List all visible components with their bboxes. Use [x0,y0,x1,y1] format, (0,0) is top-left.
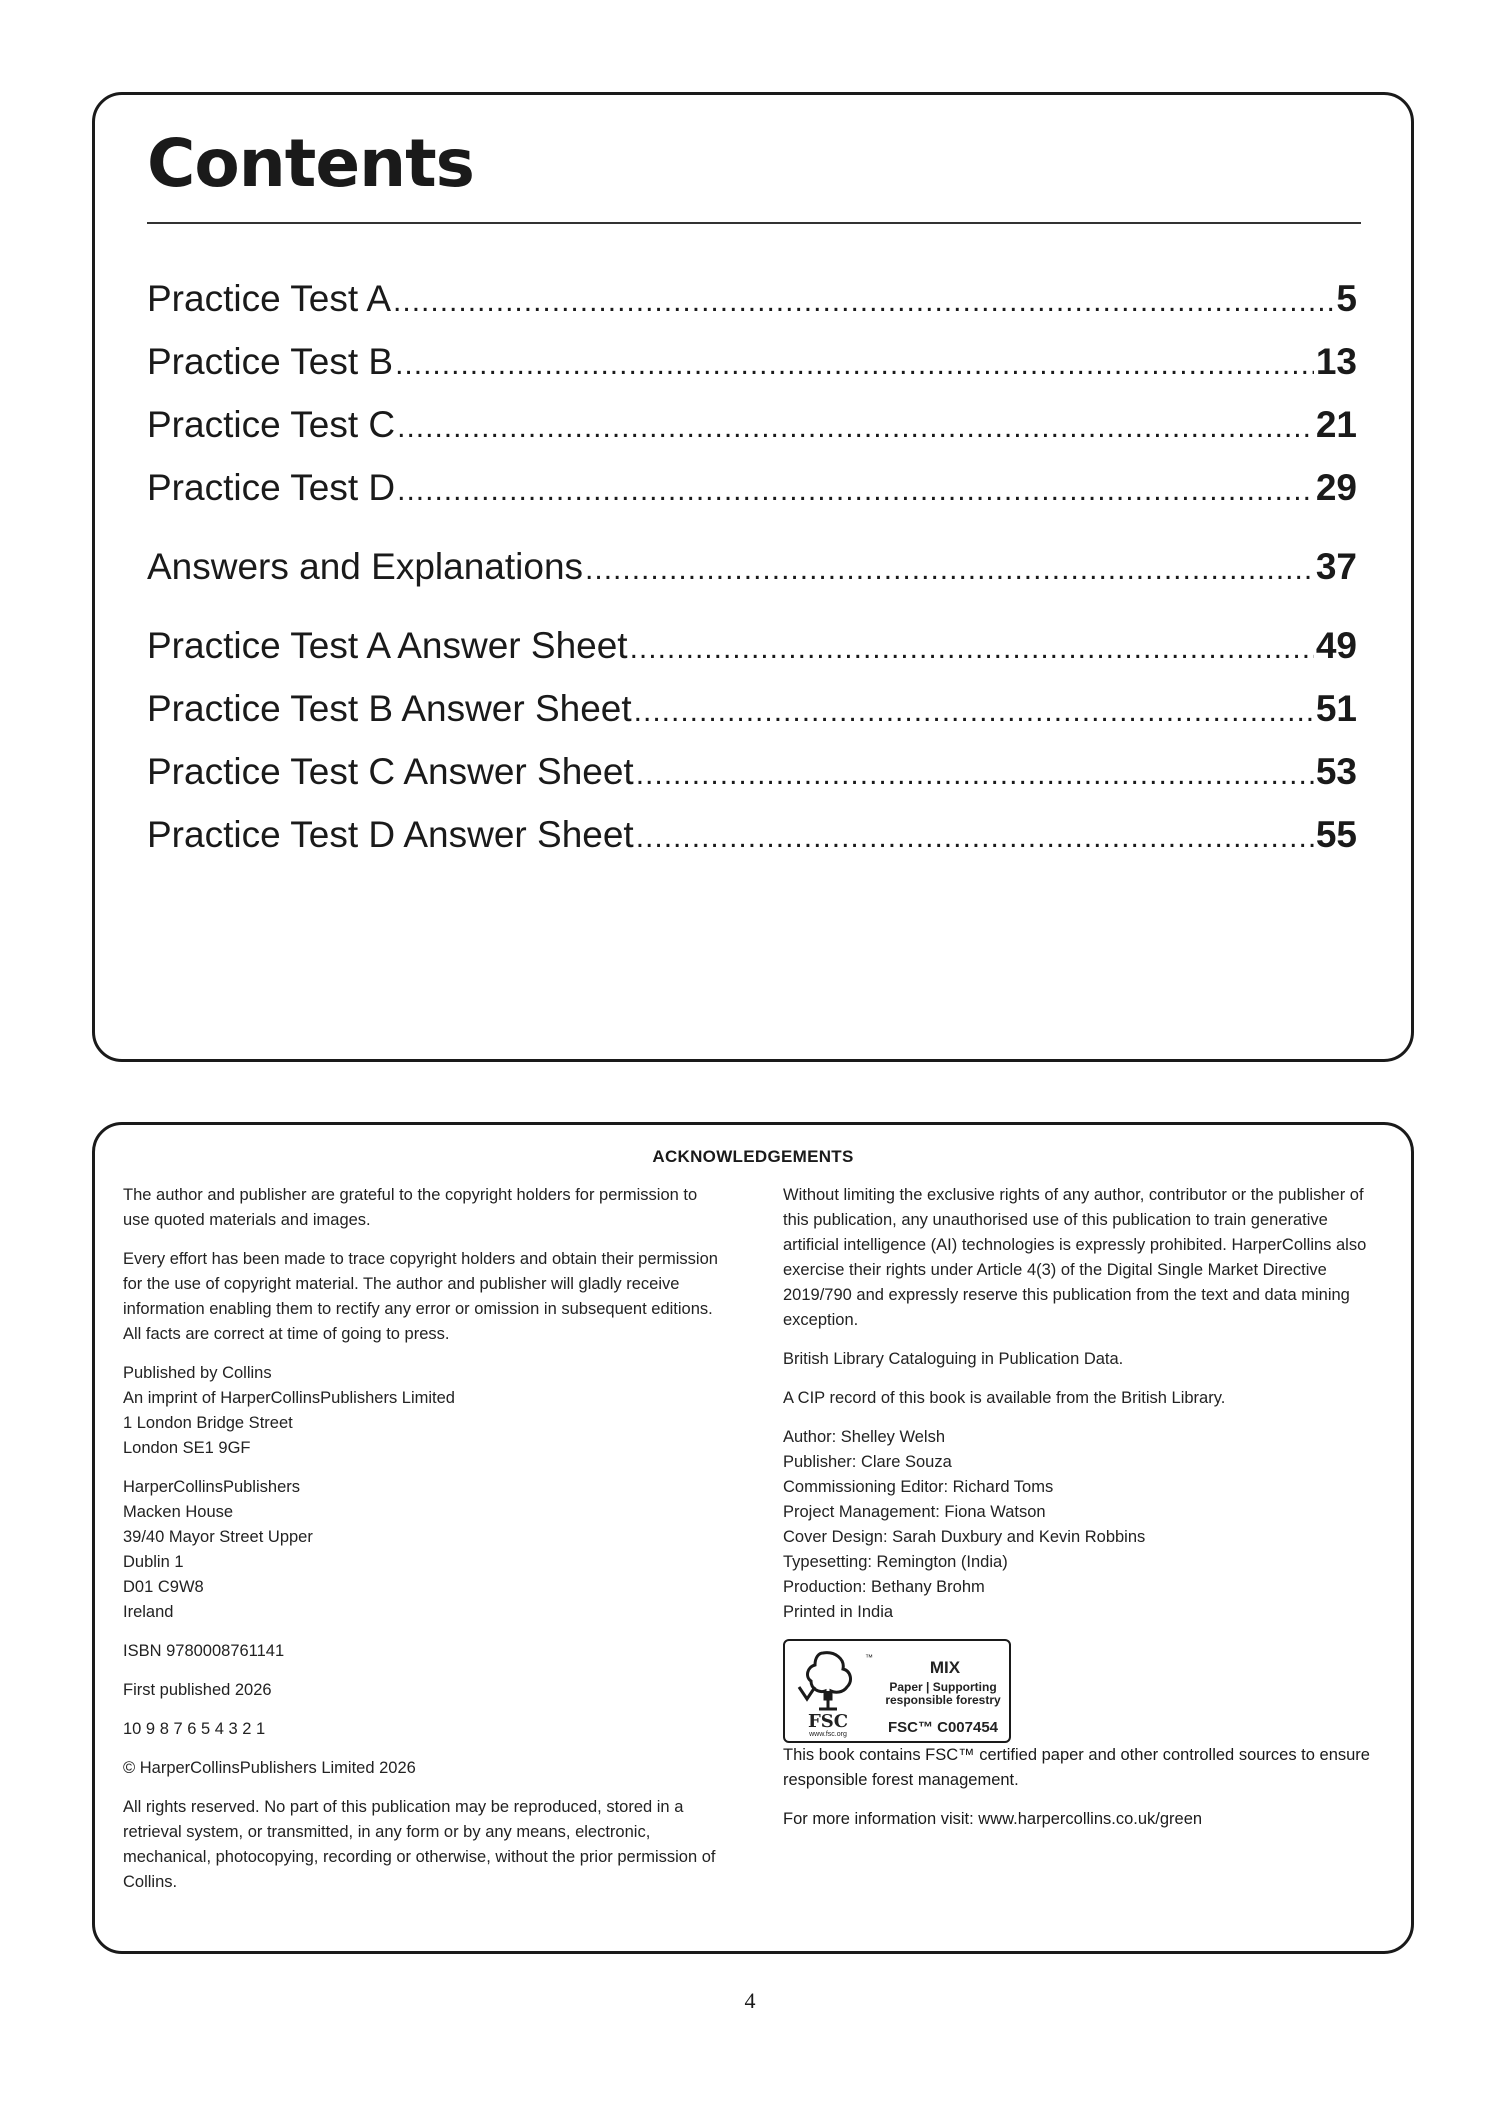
rights-text: All rights reserved. No part of this publication may be reproduced, stored in a retrieval system, or transmitted, in any form or by any means, electronic, mechanical, photocopying, recording or otherwise, without the prior permission of Collins. [123,1798,716,1891]
acknowledgements-left-column [123,1183,723,1909]
toc-entry-label: Practice Test D [147,467,396,508]
toc-entry-label: Practice Test B [147,341,394,382]
toc-page-number: 5 [1336,278,1357,319]
copyright-thanks-text: The author and publisher are grateful to the copyright holders for permission to use quoted materials and images. [123,1186,698,1229]
copyright-effort-text: Every effort has been made to trace copyright holders and obtain their permission for the use of copyright material. The author and publisher will gladly receive information enabling them to rectify any error or omission in subsequent editions. All facts are correct at time of going to press. [123,1250,718,1343]
credit-line: Project Management: Fiona Watson [783,1503,1046,1521]
toc-page-number: 13 [1315,341,1357,382]
toc-page-number: 49 [1315,625,1357,666]
toc-entry-label: Practice Test C Answer Sheet [147,751,634,792]
toc-leader-dots [397,403,1314,453]
toc-leader-dots [397,466,1314,516]
credit-line: Typesetting: Remington (India) [783,1553,1008,1571]
toc-entry-practice-test-d[interactable] [147,463,1357,513]
isbn-text: ISBN 9780008761141 [123,1642,285,1660]
address-line: Macken House [123,1503,234,1521]
address-line: 39/40 Mayor Street Upper [123,1528,313,1546]
credits-block [783,1425,1383,1625]
toc-entry-practice-test-c[interactable] [147,400,1357,450]
credit-line: Publisher: Clare Souza [783,1453,952,1471]
fsc-description-line: Paper | Supporting [889,1680,997,1694]
more-info-link[interactable]: For more information visit: www.harpercollins.co.uk/green [783,1810,1203,1828]
toc-entry-answer-sheet-a[interactable] [147,621,1357,671]
address-block [123,1475,723,1625]
toc-page-number: 55 [1315,814,1357,855]
toc-page-number: 21 [1315,404,1357,445]
toc-page-number: 51 [1315,688,1357,729]
publisher-line: London SE1 9GF [123,1439,251,1457]
toc-page-number: 37 [1315,546,1357,587]
toc-leader-dots [630,624,1314,674]
toc-page-number: 53 [1315,751,1357,792]
title-divider [147,222,1361,224]
fsc-mix-label: MIX [929,1658,961,1677]
cip-record-text: A CIP record of this book is available from the British Library. [783,1389,1226,1407]
contents-panel [92,92,1414,1062]
acknowledgements-heading: ACKNOWLEDGEMENTS [652,1147,854,1166]
toc-leader-dots [636,813,1314,863]
toc-entry-label: Practice Test A [147,278,392,319]
toc-entry-answer-sheet-b[interactable] [147,684,1357,734]
fsc-section [783,1639,1383,1832]
toc-leader-dots [634,687,1314,737]
toc-entry-label: Practice Test D Answer Sheet [147,814,634,855]
address-line: D01 C9W8 [123,1578,204,1596]
toc-entry-answer-sheet-d[interactable] [147,810,1357,860]
address-line: HarperCollinsPublishers [123,1478,300,1496]
acknowledgements-right-column [783,1183,1383,1846]
publisher-line: Published by Collins [123,1364,272,1382]
fsc-description-line: responsible forestry [885,1693,1001,1707]
toc-leader-dots [585,545,1314,595]
publisher-line: 1 London Bridge Street [123,1414,293,1432]
fsc-logo [783,1639,1011,1743]
toc-entry-practice-test-b[interactable] [147,337,1357,387]
toc-entry-answers[interactable] [147,542,1357,592]
toc-page-number: 29 [1315,467,1357,508]
fsc-note-text: This book contains FSC™ certified paper and other controlled sources to ensure responsible forest management. [783,1746,1370,1789]
address-line: Ireland [123,1603,174,1621]
fsc-logo-letters: FSC [807,1711,849,1732]
print-line-text: 10 9 8 7 6 5 4 3 2 1 [123,1720,266,1738]
toc-entry-label: Practice Test B Answer Sheet [147,688,632,729]
address-line: Dublin 1 [123,1553,184,1571]
ai-notice-text: Without limiting the exclusive rights of any author, contributor or the publisher of this publication, any unauthorised use of this publication to train generative artificial intelligence (AI) technologies is expressly prohibited. HarperCollins also exercise their rights under Article 4(3) of the Digital Single Market Directive 2019/790 and expressly reserve this publication from the text and data mining exception. [783,1186,1367,1329]
toc-entry-label: Practice Test A Answer Sheet [147,625,628,666]
contents-title: Contents [147,125,474,202]
cip-data-text: British Library Cataloguing in Publication Data. [783,1350,1124,1368]
credit-line: Author: Shelley Welsh [783,1428,946,1446]
credit-line: Cover Design: Sarah Duxbury and Kevin Robbins [783,1528,1146,1546]
page-number: 4 [744,1988,756,2013]
copyright-text: © HarperCollinsPublishers Limited 2026 [123,1759,416,1777]
toc-leader-dots [393,277,1334,327]
fsc-license-code: FSC™ C007454 [887,1719,999,1736]
toc-leader-dots [395,340,1314,390]
acknowledgements-panel [92,1122,1414,1954]
toc-entry-label: Practice Test C [147,404,396,445]
credit-line: Production: Bethany Brohm [783,1578,985,1596]
fsc-logo-url: www.fsc.org [809,1731,847,1738]
fsc-tree-icon [793,1647,863,1717]
toc-entry-label: Answers and Explanations [147,546,584,587]
publisher-block [123,1361,723,1461]
toc-leader-dots [636,750,1314,800]
fsc-description [881,1681,1005,1707]
publisher-line: An imprint of HarperCollinsPublishers Limited [123,1389,455,1407]
credit-line: Printed in India [783,1603,894,1621]
fsc-trademark: ™ [865,1653,873,1662]
toc-entry-answer-sheet-c[interactable] [147,747,1357,797]
credit-line: Commissioning Editor: Richard Toms [783,1478,1054,1496]
first-published-text: First published 2026 [123,1681,272,1699]
toc-entry-practice-test-a[interactable] [147,274,1357,324]
